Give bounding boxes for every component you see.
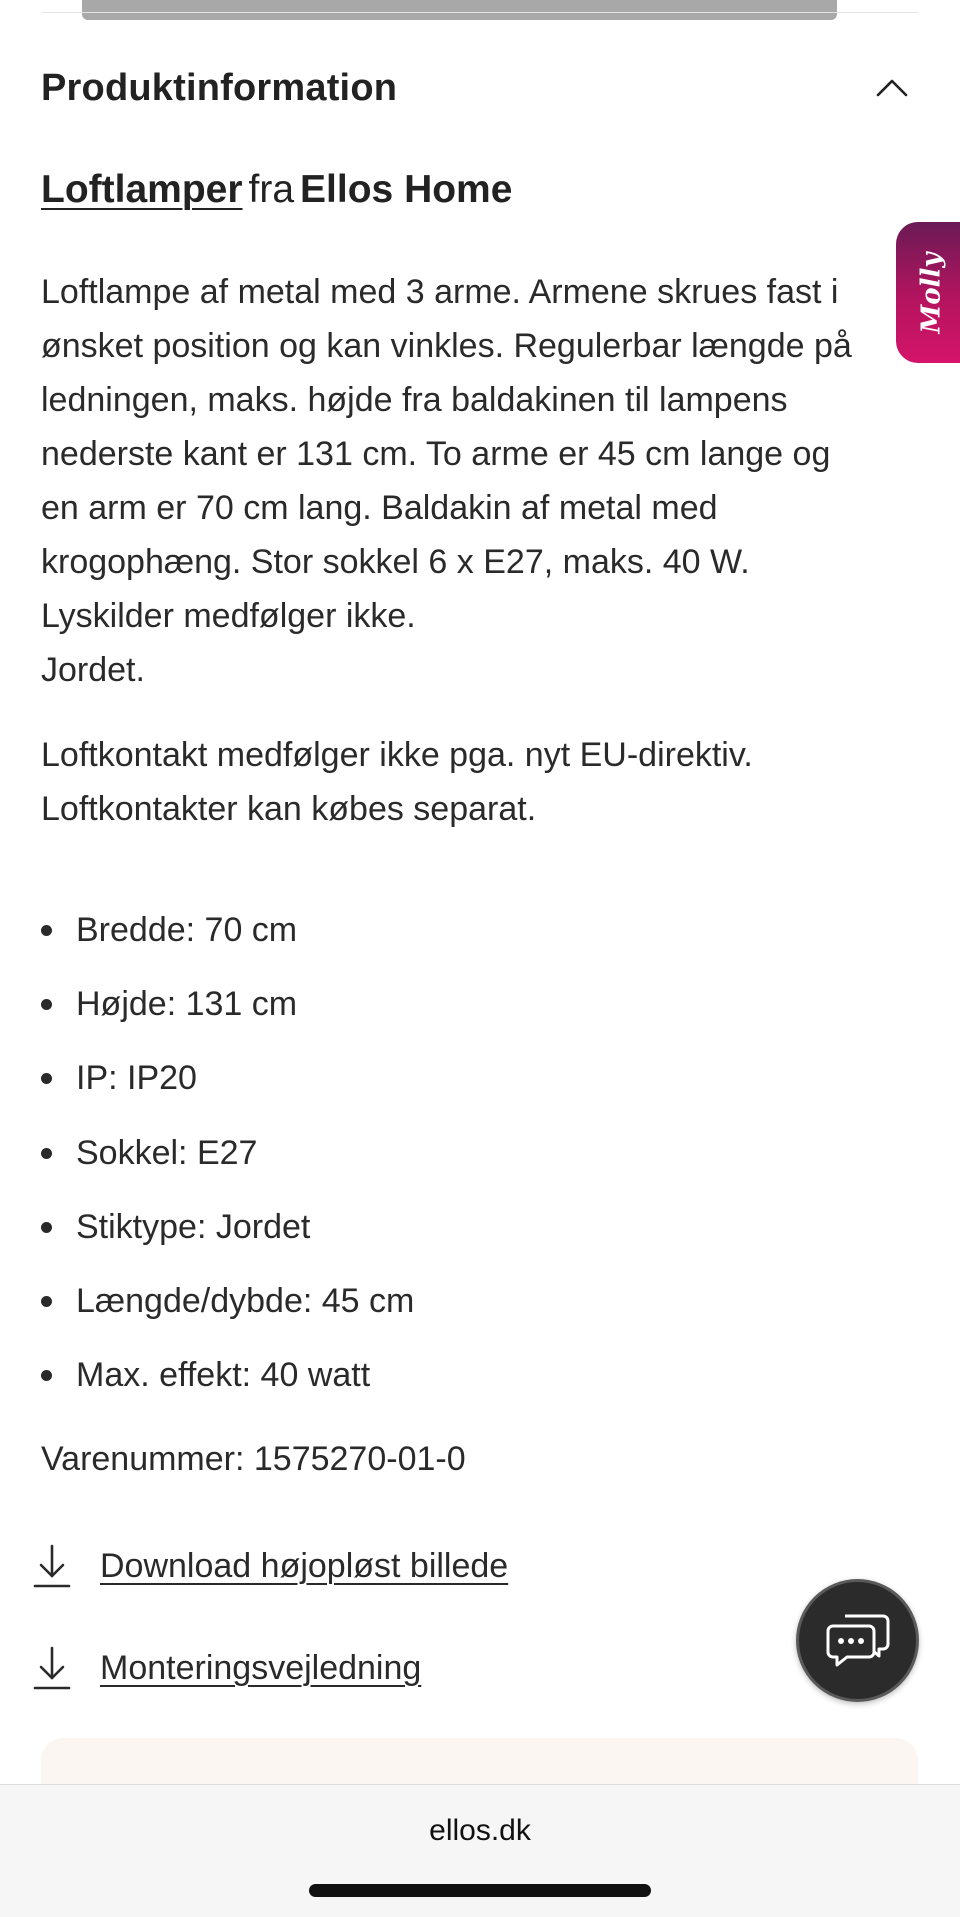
spec-text: Max. effekt: 40 watt	[76, 1356, 371, 1395]
bullet-icon	[41, 1296, 52, 1307]
list-item	[41, 1339, 901, 1413]
list-item	[41, 967, 901, 1041]
molly-assistant-tab[interactable]	[896, 222, 960, 363]
list-item	[41, 893, 901, 967]
download-image-link[interactable]	[32, 1536, 508, 1596]
bullet-icon	[41, 1073, 52, 1084]
molly-label: Molly	[916, 252, 947, 333]
list-item	[41, 1042, 901, 1116]
list-item	[41, 1116, 901, 1190]
divider	[42, 12, 918, 13]
chevron-up-icon[interactable]	[872, 68, 912, 108]
product-description: Loftlampe af metal med 3 arme. Armene skrues fast i ønsket position og kan vinkles. Regulerbar længde på ledningen, maks. højde fra baldakinen til lampens nederste kant er 131 cm. To arme er 45 cm lange og en arm er 70 cm lang. Baldakin af metal med krogophæng. Stor sokkel 6 x E27, maks. 40 W. Lyskilder medfølger ikke. Jordet.	[41, 273, 852, 689]
download-label[interactable]: Monteringsvejledning	[100, 1648, 422, 1687]
mounting-guide-link[interactable]	[32, 1638, 421, 1698]
spec-text: Højde: 131 cm	[76, 984, 298, 1023]
download-icon	[32, 1542, 72, 1590]
chat-bubbles-icon	[825, 1612, 891, 1670]
category-link[interactable]: Loftlamper	[41, 168, 243, 211]
bullet-icon	[41, 925, 52, 936]
from-word: fra	[248, 168, 295, 211]
bullet-icon	[41, 999, 52, 1010]
ceiling-switch-notice: Loftkontakt medfølger ikke pga. nyt EU-direktiv. Loftkontakter kan købes separat.	[41, 736, 753, 828]
brand-name: Ellos Home	[300, 168, 513, 211]
spec-text: Bredde: 70 cm	[76, 910, 298, 949]
list-item	[41, 1190, 901, 1264]
top-scroll-handle	[82, 0, 837, 20]
download-icon	[32, 1644, 72, 1692]
bullet-icon	[41, 1370, 52, 1381]
product-category-brand	[41, 168, 512, 212]
bullet-icon	[41, 1222, 52, 1233]
home-indicator[interactable]	[309, 1884, 651, 1897]
spec-text: IP: IP20	[76, 1059, 197, 1098]
spec-list	[41, 893, 901, 1413]
product-info-accordion-header[interactable]	[41, 56, 918, 120]
download-label[interactable]: Download højopløst billede	[100, 1546, 509, 1585]
section-title: Produktinformation	[41, 66, 398, 109]
chat-button[interactable]	[796, 1579, 919, 1702]
spec-text: Sokkel: E27	[76, 1133, 258, 1172]
browser-bottom-bar	[0, 1784, 960, 1917]
spec-text: Stiktype: Jordet	[76, 1207, 311, 1246]
item-number: Varenummer: 1575270-01-0	[41, 1440, 466, 1478]
bullet-icon	[41, 1148, 52, 1159]
list-item	[41, 1264, 901, 1338]
spec-text: Længde/dybde: 45 cm	[76, 1282, 415, 1321]
url-domain[interactable]: ellos.dk	[429, 1814, 531, 1847]
